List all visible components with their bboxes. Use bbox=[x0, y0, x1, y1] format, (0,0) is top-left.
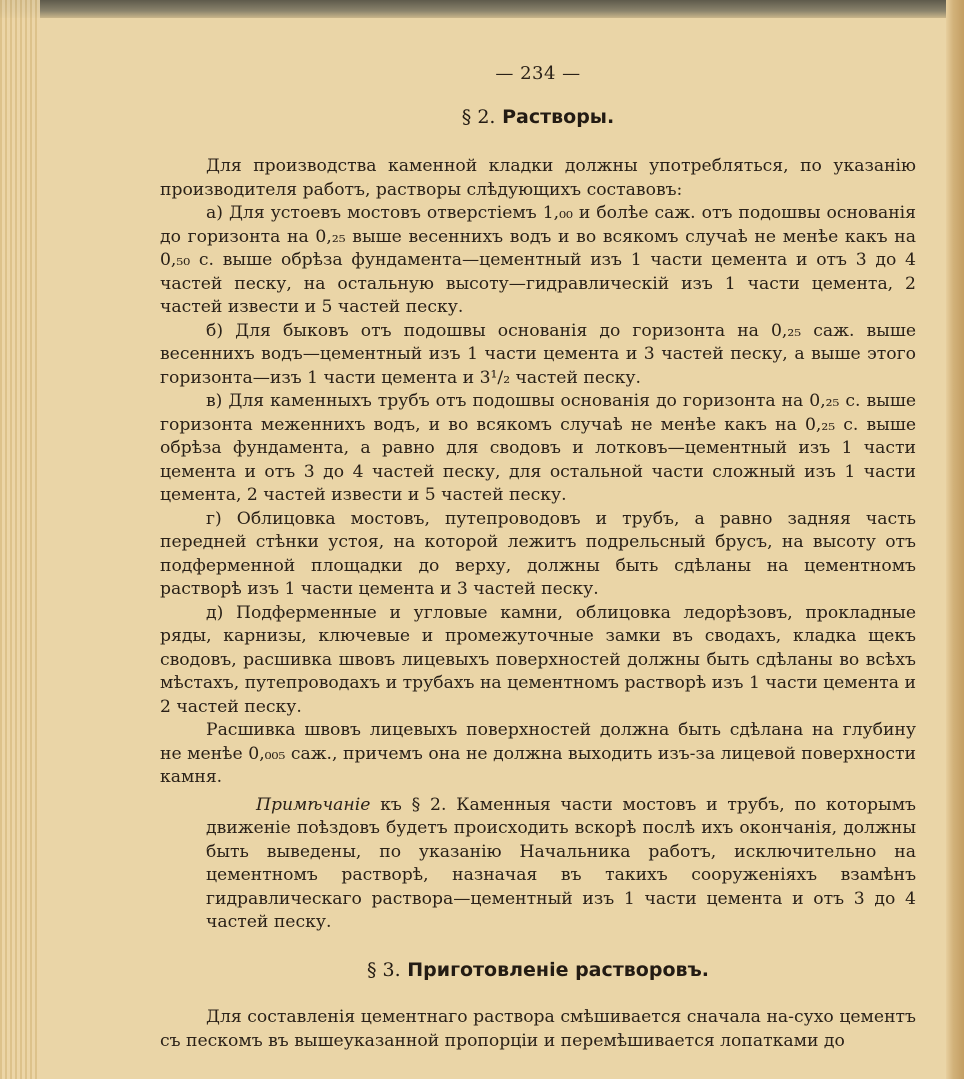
section-2-title: Растворы. bbox=[502, 105, 615, 128]
paragraph-b: б) Для быковъ отъ подошвы основанія до горизонта на 0,₂₅ саж. выше весеннихъ водъ—цементный изъ 1 части цемента и 3 частей песку, а выше этого горизонта—изъ 1 части цемента и 3¹/₂ частей песку. bbox=[160, 320, 916, 388]
note-text: къ § 2. Каменныя части мостовъ и трубъ, по которымъ движеніе поѣздовъ будетъ происходить вскорѣ послѣ ихъ окончанія, должны быть выведены, по указанію Начальника работъ, исключительно на цементномъ растворѣ, назначая въ такихъ сооруженіяхъ взамѣнъ гидравлическаго раствора—цементный изъ 1 части цемента и отъ 3 до 4 частей песку. bbox=[206, 794, 916, 932]
note-label: Примѣчаніе bbox=[256, 794, 371, 815]
paragraph-g: г) Облицовка мостовъ, путепроводовъ и трубъ, а равно задняя часть передней стѣнки устоя, на которой лежитъ подрельсный брусъ, на высоту отъ подферменной площадки до верху, должны быть сдѣланы на цементномъ растворѣ изъ 1 части цемента и 3 частей песку. bbox=[160, 508, 916, 599]
section-3-heading bbox=[160, 959, 916, 983]
book-page-edges bbox=[0, 0, 40, 1079]
paragraph-joint-finishing: Расшивка швовъ лицевыхъ поверхностей должна быть сдѣлана на глубину не менѣе 0,₀₀₅ саж., причемъ она не должна выходить изъ-за лицевой поверхности камня. bbox=[160, 720, 916, 787]
note-paragraph bbox=[206, 794, 916, 935]
paragraph-mortar-prep: Для составленія цементнаго раствора смѣшивается сначала на-сухо цементъ съ пескомъ въ вышеуказанной пропорціи и перемѣшивается лопатками до bbox=[160, 1007, 916, 1051]
book-top-edge bbox=[0, 0, 964, 18]
section-2-number: § 2. bbox=[461, 105, 496, 128]
page-text bbox=[160, 62, 916, 1053]
section-2-heading bbox=[160, 106, 916, 130]
paragraph-v: в) Для каменныхъ трубъ отъ подошвы основанія до горизонта на 0,₂₅ с. выше горизонта меженнихъ водъ, и во всякомъ случаѣ не менѣе какъ на 0,₂₅ с. выше обрѣза фундамента, а равно для сводовъ и лотковъ—цементный изъ 1 части цемента и отъ 3 до 4 частей песку, для остальной части сложный изъ 1 части цемента, 2 частей извести и 5 частей песку. bbox=[160, 391, 916, 505]
paragraph-d: д) Подферменные и угловые камни, облицовка ледорѣзовъ, прокладные ряды, карнизы, ключевые и промежуточные замки въ сводахъ, кладка щекъ сводовъ, расшивка швовъ лицевыхъ поверхностей должны быть сдѣланы во всѣхъ мѣстахъ, путепроводахъ и трубахъ на цементномъ растворѣ изъ 1 части цемента и 2 частей песку. bbox=[160, 602, 916, 717]
paragraph-intro: Для производства каменной кладки должны употребляться, по указанію производителя работъ, растворы слѣдующихъ составовъ: bbox=[160, 156, 916, 200]
section-3-title: Приготовленіе растворовъ. bbox=[407, 958, 710, 981]
book-gutter-shadow bbox=[946, 0, 964, 1079]
page-number: — 234 — bbox=[495, 63, 581, 84]
section-3-number: § 3. bbox=[366, 958, 401, 981]
paragraph-a: а) Для устоевъ мостовъ отверстіемъ 1,₀₀ и болѣе саж. отъ подошвы основанія до горизонта на 0,₂₅ выше весеннихъ водъ и во всякомъ случаѣ не менѣе какъ на 0,₅₀ с. выше обрѣза фундамента—цементный изъ 1 части цемента и отъ 3 до 4 частей песку, на остальную высоту—гидравлическій изъ 1 части цемента, 2 частей извести и 5 частей песку. bbox=[160, 203, 916, 317]
